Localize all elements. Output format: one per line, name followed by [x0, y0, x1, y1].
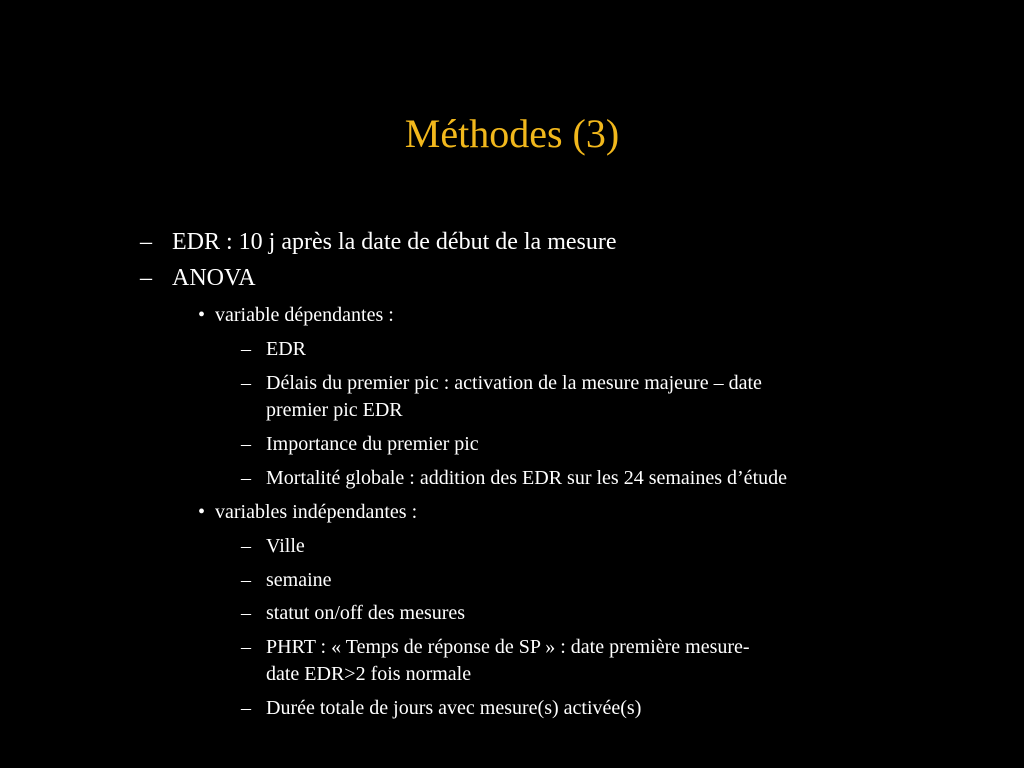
sub-sub-text: statut on/off des mesures	[266, 602, 466, 624]
dash-marker: –	[241, 535, 251, 557]
bullet-text: ANOVA	[172, 265, 256, 291]
bullet-text: EDR : 10 j après la date de début de la mesure	[172, 229, 617, 255]
sub-sub-text-continuation: date EDR>2 fois normale	[266, 663, 472, 685]
dash-marker: –	[241, 433, 251, 455]
bullet-marker: •	[198, 501, 206, 523]
sub-bullet-text: variable dépendantes :	[215, 304, 394, 326]
dash-marker: –	[241, 338, 251, 360]
dash-marker: –	[241, 569, 251, 591]
dash-marker: –	[241, 636, 251, 658]
sub-sub-text: EDR	[266, 338, 306, 360]
slide-title: Méthodes (3)	[404, 111, 620, 156]
dash-marker: –	[241, 697, 251, 719]
sub-sub-text: Importance du premier pic	[266, 433, 479, 455]
bullet-marker: •	[198, 304, 206, 326]
dash-marker: –	[140, 229, 152, 255]
sub-sub-text: Mortalité globale : addition des EDR sur les 24 semaines d’étude	[266, 467, 787, 489]
dash-marker: –	[241, 467, 251, 489]
sub-sub-text: semaine	[266, 569, 332, 591]
dash-marker: –	[140, 265, 152, 291]
sub-sub-text: Durée totale de jours avec mesure(s) activée(s)	[266, 697, 642, 719]
sub-sub-text: PHRT : « Temps de réponse de SP » : date première mesure-	[266, 636, 750, 658]
sub-sub-text-continuation: premier pic EDR	[266, 399, 403, 421]
sub-sub-text: Délais du premier pic : activation de la mesure majeure – date	[266, 372, 762, 394]
sub-bullet-text: variables indépendantes :	[215, 501, 418, 523]
dash-marker: –	[241, 372, 251, 394]
dash-marker: –	[241, 602, 251, 624]
sub-sub-text: Ville	[266, 535, 305, 557]
